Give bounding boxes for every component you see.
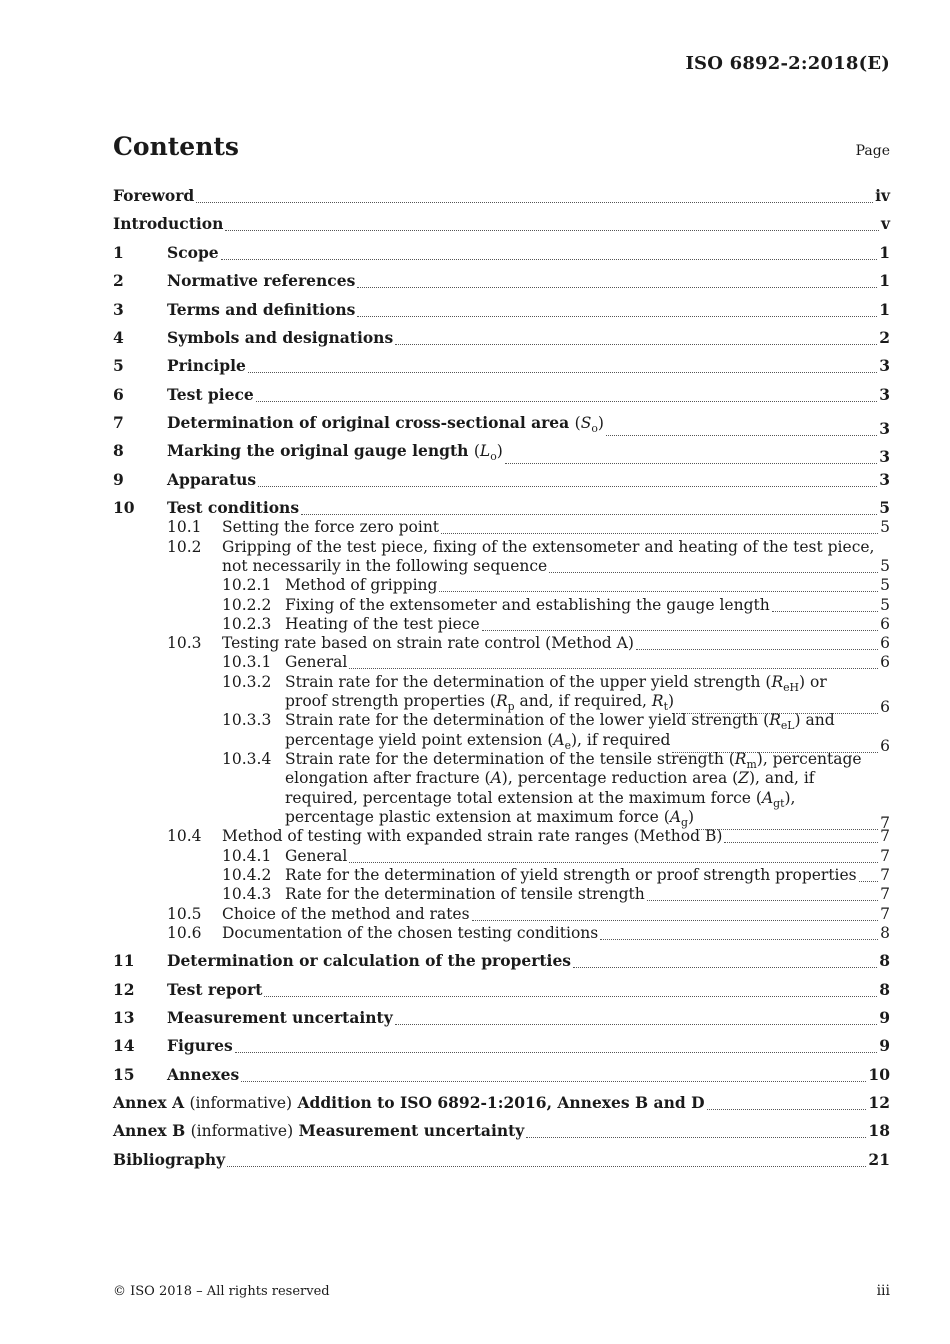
toc-number: 5: [113, 356, 124, 375]
toc-page: 8: [879, 980, 890, 999]
toc-entry-annex-b[interactable]: [113, 1121, 890, 1141]
toc-title: Determination or calculation of the properties: [167, 951, 572, 970]
toc-number: 15: [113, 1065, 135, 1084]
toc-title: Annexes: [167, 1065, 240, 1084]
toc-page: 7: [880, 847, 890, 865]
toc-page: 6: [880, 698, 890, 717]
toc-entry-12[interactable]: [113, 980, 890, 1000]
toc-page: 1: [879, 271, 890, 290]
toc-entry-10-3-3[interactable]: [113, 710, 890, 733]
toc-title: Setting the force zero point: [222, 518, 440, 536]
toc-number: 10.2.2: [222, 596, 272, 614]
toc-entry-10-3-2-cont[interactable]: [113, 691, 890, 717]
toc-number: 12: [113, 980, 135, 999]
toc-entry-10-2-1[interactable]: [113, 575, 890, 595]
dot-leader: [647, 886, 878, 901]
dot-leader: [357, 273, 877, 288]
toc-entry-10-3[interactable]: [113, 633, 890, 653]
toc-page: 8: [880, 924, 890, 942]
toc-title: Figures: [167, 1036, 233, 1055]
toc-page: 5: [879, 498, 890, 517]
dot-leader: [439, 577, 878, 592]
dot-leader: [395, 1010, 877, 1025]
toc-number: 2: [113, 271, 124, 290]
toc-title-line: percentage yield point extension $(A_e)$, if required: [285, 731, 671, 753]
dot-leader: [258, 472, 877, 487]
toc-number: 10.1: [167, 518, 202, 536]
toc-page: 3: [879, 447, 890, 467]
toc-title: General: [285, 847, 348, 865]
toc-page: 18: [868, 1121, 890, 1140]
toc-entry-10-4[interactable]: [113, 826, 890, 846]
dot-leader: [349, 654, 878, 669]
dot-leader: [606, 421, 877, 436]
toc-title: Method of testing with expanded strain rate ranges (Method B): [222, 827, 723, 845]
dot-leader: [573, 953, 877, 968]
dot-leader: [241, 1067, 866, 1082]
toc-title: Apparatus: [167, 470, 257, 489]
toc-page: 21: [868, 1150, 890, 1169]
toc-title-line: Strain rate for the determination of the tensile strength $(R_m)$, percentage: [285, 750, 862, 772]
toc-entry-10-2-2[interactable]: [113, 595, 890, 615]
dot-leader: [772, 597, 878, 612]
toc-title: Scope: [167, 243, 219, 262]
toc-entry-10-3-1[interactable]: [113, 652, 890, 672]
toc-entry-3[interactable]: [113, 300, 890, 320]
toc-title: Symbols and designations: [167, 328, 394, 347]
toc-title: Bibliography: [113, 1150, 226, 1169]
toc-entry-10-3-4-cont1[interactable]: [113, 768, 890, 788]
toc-page: 8: [879, 951, 890, 970]
dot-leader: [526, 1123, 866, 1138]
toc-page: 1: [879, 300, 890, 319]
toc-page: 12: [868, 1093, 890, 1112]
dot-leader: [256, 387, 877, 402]
toc-number: 10.4.2: [222, 866, 272, 884]
toc-entry-10-2[interactable]: [113, 537, 890, 557]
dot-leader: [636, 635, 878, 650]
toc-title-line: Strain rate for the determination of the lower yield strength $(R_{eL})$ and: [285, 711, 835, 733]
toc-title-line: required, percentage total extension at the maximum force $(A_{gt})$,: [285, 789, 796, 811]
toc-entry-13[interactable]: [113, 1008, 890, 1028]
toc-number: 10.2.3: [222, 615, 272, 633]
toc-number: 10.3.1: [222, 653, 272, 671]
toc-number: 10.3.4: [222, 750, 272, 768]
toc-title: Normative references: [167, 271, 356, 290]
toc-entry-2[interactable]: [113, 271, 890, 291]
toc-title: Choice of the method and rates: [222, 905, 470, 923]
toc-title: Method of gripping: [285, 576, 438, 594]
toc-title: Annex B (informative) Measurement uncertainty: [113, 1121, 525, 1140]
toc-entry-10-6[interactable]: [113, 923, 890, 943]
toc-entry-10-3-3-cont[interactable]: [113, 730, 890, 756]
toc-entry-7[interactable]: [113, 413, 890, 439]
toc-title-line: proof strength properties ($R_p$ and, if required, $R_t$): [285, 692, 675, 714]
dot-leader: [349, 848, 878, 863]
toc-entry-10-3-4-cont2[interactable]: [113, 788, 890, 811]
toc-title: Documentation of the chosen testing conditions: [222, 924, 599, 942]
toc-entry-10-3-4-cont3[interactable]: [113, 807, 890, 833]
toc-page: 7: [880, 885, 890, 903]
toc-entry-10-4-2[interactable]: [113, 865, 890, 885]
toc-entry-8[interactable]: [113, 441, 890, 467]
copyright-notice: © ISO 2018 – All rights reserved: [113, 1284, 330, 1299]
toc-number: 7: [113, 413, 124, 432]
toc-page: 6: [880, 737, 890, 756]
dot-leader: [549, 558, 878, 573]
toc-number: 10.4.3: [222, 885, 272, 903]
toc-page: 5: [880, 557, 890, 575]
dot-leader: [248, 358, 877, 373]
toc-title-line: not necessarily in the following sequence: [222, 557, 548, 575]
toc-title: Foreword: [113, 186, 195, 205]
toc-page: 7: [880, 814, 890, 833]
toc-title-line: Gripping of the test piece, fixing of the extensometer and heating of the test piece,: [222, 538, 875, 556]
toc-title-line: percentage plastic extension at maximum force $(A_g)$: [285, 808, 695, 830]
dot-leader: [196, 188, 873, 203]
toc-page: 7: [880, 866, 890, 884]
toc-page: 10: [868, 1065, 890, 1084]
toc-title: Rate for the determination of tensile strength: [285, 885, 645, 903]
toc-page: 3: [879, 470, 890, 489]
dot-leader: [301, 500, 877, 515]
dot-leader: [264, 982, 877, 997]
toc-number: 13: [113, 1008, 135, 1027]
toc-number: 10.4.1: [222, 847, 272, 865]
toc-page: 9: [879, 1008, 890, 1027]
dot-leader: [707, 1095, 867, 1110]
toc-number: 10.2: [167, 538, 202, 556]
dot-leader: [441, 519, 878, 534]
toc-entry-6[interactable]: [113, 385, 890, 405]
toc-number: 10.3.3: [222, 711, 272, 729]
toc-page: 7: [880, 905, 890, 923]
toc-number: 10: [113, 498, 135, 517]
dot-leader: [724, 828, 878, 843]
page-title: Contents: [113, 132, 240, 161]
toc-number: 10.5: [167, 905, 202, 923]
dot-leader: [395, 330, 877, 345]
dot-leader: [600, 925, 878, 940]
toc-number: 10.6: [167, 924, 202, 942]
toc-page: 2: [879, 328, 890, 347]
dot-leader: [225, 216, 879, 231]
toc-title: Terms and definitions: [167, 300, 356, 319]
toc-entry-14[interactable]: [113, 1036, 890, 1056]
toc-number: 4: [113, 328, 124, 347]
toc-entry-9[interactable]: [113, 470, 890, 490]
toc-page: 7: [880, 827, 890, 845]
toc-entry-4[interactable]: [113, 328, 890, 348]
toc-entry-11[interactable]: [113, 951, 890, 971]
toc-title: Test piece: [167, 385, 254, 404]
toc-page: 9: [879, 1036, 890, 1055]
toc-number: 9: [113, 470, 124, 489]
dot-leader: [859, 867, 878, 882]
dot-leader: [357, 302, 877, 317]
toc-number: 14: [113, 1036, 135, 1055]
toc-entry-10-2-3[interactable]: [113, 614, 890, 634]
dot-leader: [472, 906, 879, 921]
toc-number: 8: [113, 441, 124, 460]
toc-entry-10-5[interactable]: [113, 904, 890, 924]
toc-entry-15[interactable]: [113, 1065, 890, 1085]
toc-title: Testing rate based on strain rate control (Method A): [222, 634, 634, 652]
toc-number: 11: [113, 951, 135, 970]
toc-entry-10-3-4[interactable]: [113, 749, 890, 772]
page-column-label: Page: [855, 143, 890, 159]
dot-leader: [482, 616, 878, 631]
toc-number: 3: [113, 300, 124, 319]
toc-entry-10-3-2[interactable]: [113, 672, 890, 695]
toc-title-line: Strain rate for the determination of the upper yield strength $(R_{eH})$ or: [285, 673, 827, 695]
toc-entry-annex-a[interactable]: [113, 1093, 890, 1113]
toc-page: 3: [879, 385, 890, 404]
toc-number: 10.2.1: [222, 576, 272, 594]
toc-page: 6: [880, 653, 890, 671]
toc-title: Test conditions: [167, 498, 300, 517]
toc-page: 3: [879, 419, 890, 439]
toc-number: 10.3.2: [222, 673, 272, 691]
toc-entry-bibliography[interactable]: [113, 1150, 890, 1170]
dot-leader: [227, 1152, 866, 1167]
toc-title: Principle: [167, 356, 246, 375]
toc-number: 10.3: [167, 634, 202, 652]
toc-title: Heating of the test piece: [285, 615, 480, 633]
toc-page: v: [880, 214, 890, 233]
document-header: ISO 6892-2:2018(E): [685, 53, 890, 74]
toc-title: Annex A (informative) Addition to ISO 6892-1:2016, Annexes B and D: [113, 1093, 705, 1112]
toc-entry-introduction[interactable]: [113, 214, 890, 234]
toc-title: Introduction: [113, 214, 224, 233]
toc-title: General: [285, 653, 348, 671]
toc-title: Determination of original cross-sectional area $(S_o)$: [167, 413, 604, 436]
toc-title: Rate for the determination of yield strength or proof strength properties: [285, 866, 857, 884]
toc-title: Test report: [167, 980, 263, 999]
toc-page: 3: [879, 356, 890, 375]
toc-entry-10-4-1[interactable]: [113, 846, 890, 866]
toc-page: 5: [880, 518, 890, 536]
toc-page: 1: [879, 243, 890, 262]
toc-entry-10[interactable]: [113, 498, 890, 518]
toc-title: Fixing of the extensometer and establishing the gauge length: [285, 596, 770, 614]
toc-entry-10-1[interactable]: [113, 517, 890, 537]
toc-title: Marking the original gauge length $(L_o)$: [167, 441, 503, 464]
toc-page: 5: [880, 576, 890, 594]
page-number: iii: [876, 1283, 890, 1299]
toc-page: 5: [880, 596, 890, 614]
toc-page: 6: [880, 615, 890, 633]
dot-leader: [235, 1038, 877, 1053]
dot-leader: [221, 245, 878, 260]
toc-page: iv: [875, 186, 890, 205]
toc-entry-foreword[interactable]: [113, 186, 890, 206]
dot-leader: [505, 449, 877, 464]
toc-entry-10-2-cont[interactable]: [113, 556, 890, 576]
toc-entry-10-4-3[interactable]: [113, 884, 890, 904]
toc-number: 10.4: [167, 827, 202, 845]
toc-number: 1: [113, 243, 124, 262]
toc-number: 6: [113, 385, 124, 404]
toc-entry-1[interactable]: [113, 243, 890, 263]
toc-entry-5[interactable]: [113, 356, 890, 376]
toc-title-line: elongation after fracture (A), percentage reduction area (Z), and, if: [285, 769, 815, 787]
toc-title: Measurement uncertainty: [167, 1008, 393, 1027]
toc-page: 6: [880, 634, 890, 652]
